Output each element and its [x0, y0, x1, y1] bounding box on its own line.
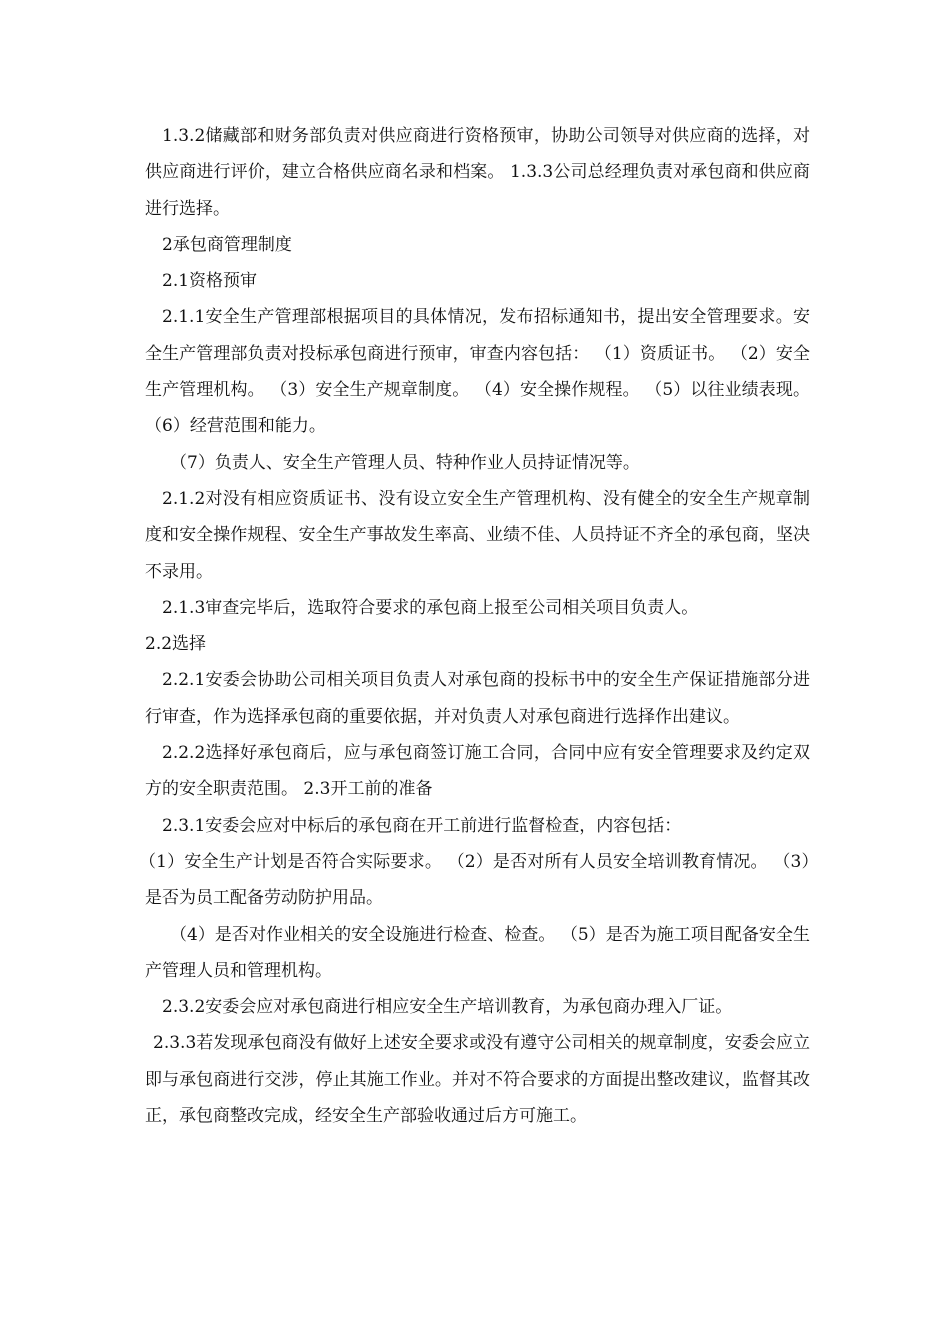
- paragraph-2-2-2: 2.2.2选择好承包商后，应与承包商签订施工合同，合同中应有安全管理要求及约定双方的安全职责范围。 2.3开工前的准备: [145, 743, 810, 800]
- paragraph-2-3-2: 2.3.2安委会应对承包商进行相应安全生产培训教育，为承包商办理入厂证。: [162, 997, 733, 1018]
- paragraph-2-1-3: 2.1.3审查完毕后，选取符合要求的承包商上报至公司相关项目负责人。: [162, 597, 699, 618]
- paragraph-1-3-2: 1.3.2储藏部和财务部负责对供应商进行资格预审，协助公司领导对供应商的选择，对供应商进行评价，建立合格供应商名录和档案。 1.3.3公司总经理负责对承包商和供应商进行选择。: [145, 126, 810, 219]
- paragraph-2-1-2: 2.1.2对没有相应资质证书、没有设立安全生产管理机构、没有健全的安全生产规章制度和安全操作规程、安全生产事故发生率高、业绩不佳、人员持证不齐全的承包商，坚决不录用。: [145, 488, 810, 582]
- heading-2-2: 2.2选择: [145, 634, 207, 655]
- paragraph-2-3-3: 2.3.3若发现承包商没有做好上述安全要求或没有遵守公司相关的规章制度，安委会应立即与承包商进行交涉，停止其施工作业。并对不符合要求的方面提出整改建议，监督其改正，承包商整改完成，经安全生产部验收通过后方可施工。: [145, 1033, 810, 1127]
- heading-2-1: 2.1资格预审: [162, 271, 258, 292]
- paragraph-2-3-1-items-1-3: （1）安全生产计划是否符合实际要求。 （2）是否对所有人员安全培训教育情况。 （3）是否为员工配备劳动防护用品。: [139, 851, 810, 909]
- paragraph-2-2-1: 2.2.1安委会协助公司相关项目负责人对承包商的投标书中的安全生产保证措施部分进行审查，作为选择承包商的重要依据，并对负责人对承包商进行选择作出建议。: [145, 670, 810, 727]
- paragraph-2-1-1-item-7: （7）负责人、安全生产管理人员、特种作业人员持证情况等。: [170, 452, 640, 473]
- paragraph-2-3-1-items-4-5: （4）是否对作业相关的安全设施进行检查、检查。 （5）是否为施工项目配备安全生产管理人员和管理机构。: [145, 924, 810, 981]
- heading-2: 2承包商管理制度: [162, 234, 292, 255]
- paragraph-2-1-1: 2.1.1安全生产管理部根据项目的具体情况，发布招标通知书，提出安全管理要求。安全生产管理部负责对投标承包商进行预审，审查内容包括： （1）资质证书。 （2）安全生产管理机构。 （3）安全生产规章制度。 （4）安全操作规程。 （5）以往业绩表现。 （6）经营范围和能力。: [145, 307, 810, 437]
- document-body: [139, 118, 810, 1134]
- paragraph-2-3-1: 2.3.1安委会应对中标后的承包商在开工前进行监督检查，内容包括：: [162, 815, 682, 836]
